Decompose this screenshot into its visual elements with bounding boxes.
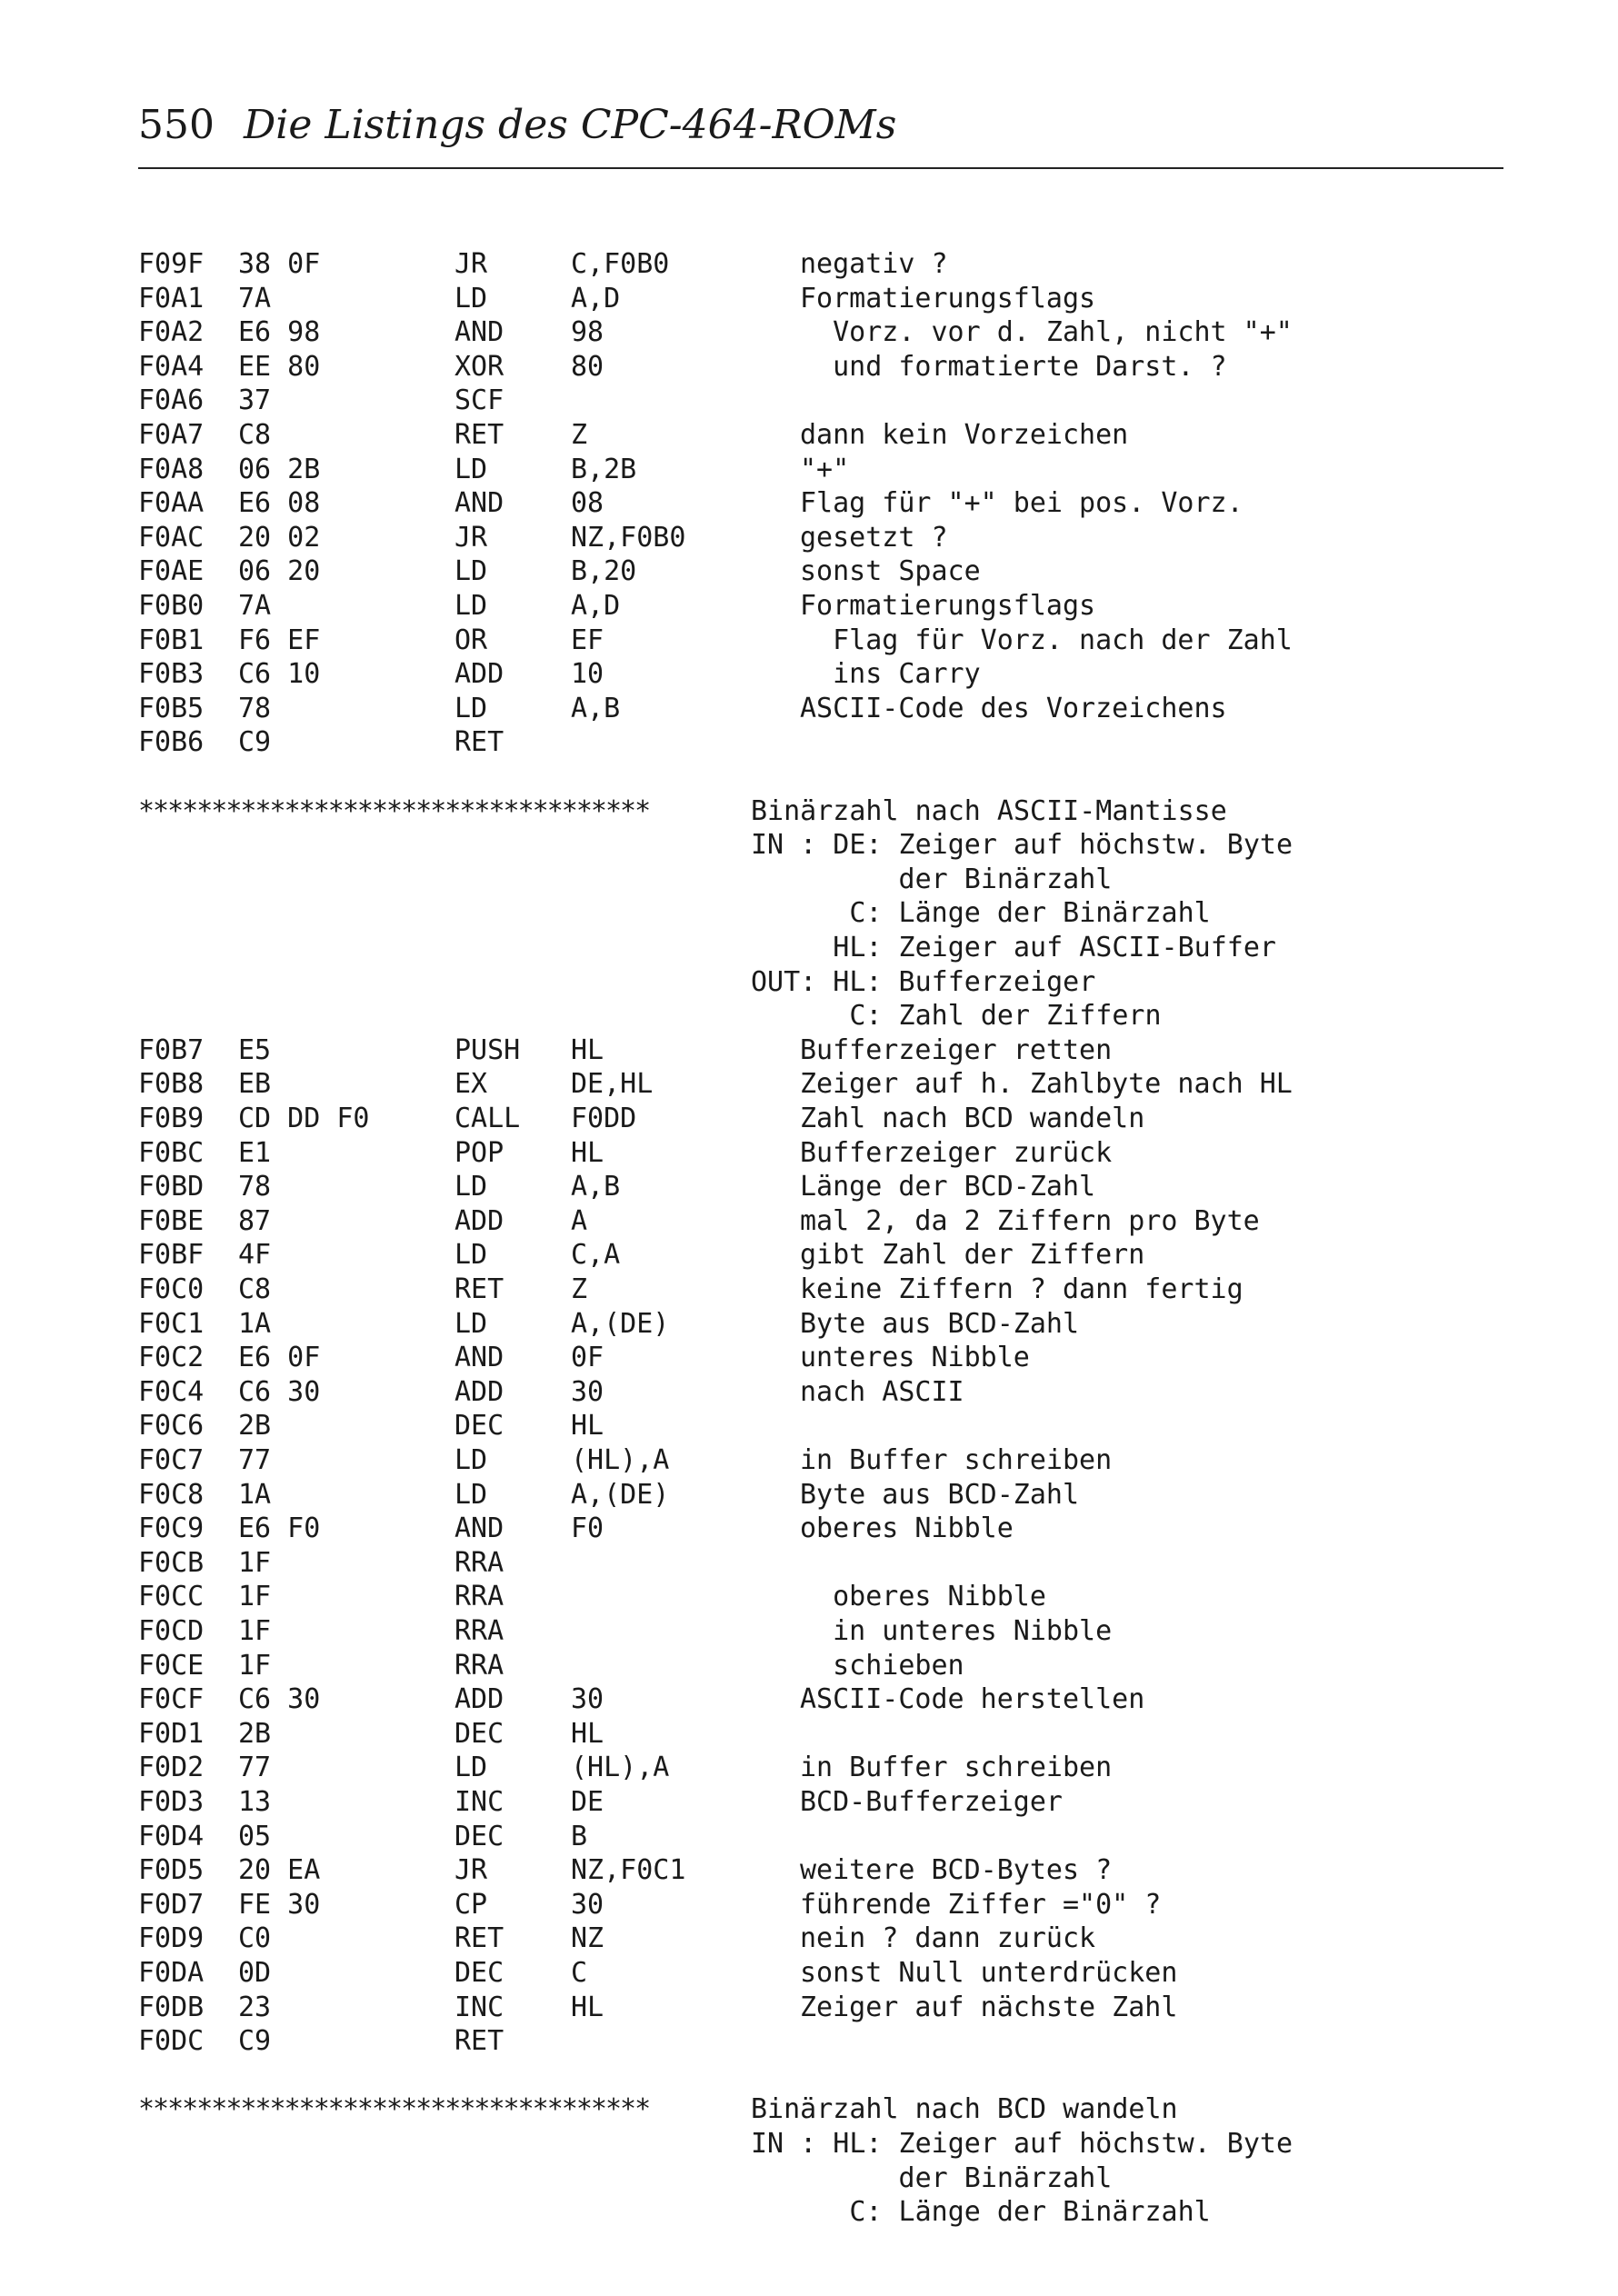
code-address: F0D2 <box>138 1752 205 1784</box>
code-bytes: 1A <box>238 1478 272 1511</box>
code-operand: B,20 <box>571 555 637 588</box>
code-comment: dann kein Vorzeichen <box>800 419 1129 451</box>
code-comment: führende Ziffer ="0" ? <box>800 1888 1162 1921</box>
code-operand: A,D <box>571 590 621 622</box>
code-address: F0CC <box>138 1581 205 1613</box>
code-bytes: CD DD F0 <box>238 1103 370 1134</box>
code-operand: A,(DE) <box>571 1478 670 1511</box>
code-bytes: 20 EA <box>238 1854 321 1887</box>
code-comment: ASCII-Code des Vorzeichens <box>800 692 1227 724</box>
code-operand: Z <box>571 419 588 451</box>
code-mnemonic: ADD <box>454 1683 504 1716</box>
section-description: Binärzahl nach BCD wandeln <box>751 2093 1178 2126</box>
section-description: der Binärzahl <box>751 2161 1113 2194</box>
code-bytes: 06 20 <box>238 555 321 588</box>
code-bytes: C8 <box>238 1273 272 1305</box>
code-mnemonic: PUSH <box>454 1033 521 1066</box>
code-address: F0C4 <box>138 1375 205 1408</box>
code-bytes: C8 <box>238 419 272 451</box>
code-comment: Formatierungsflags <box>800 282 1096 314</box>
code-mnemonic: DEC <box>454 1820 504 1852</box>
code-mnemonic: JR <box>454 248 488 280</box>
code-bytes: 4F <box>238 1239 272 1272</box>
section-description: IN : HL: Zeiger auf höchstw. Byte <box>751 2128 1293 2160</box>
code-mnemonic: LD <box>454 555 488 588</box>
code-comment: Flag für Vorz. nach der Zahl <box>800 624 1293 656</box>
code-mnemonic: AND <box>454 1512 504 1545</box>
code-comment: mal 2, da 2 Ziffern pro Byte <box>800 1204 1260 1237</box>
code-bytes: C6 10 <box>238 658 321 691</box>
code-comment: oberes Nibble <box>800 1512 1014 1545</box>
code-bytes: 1F <box>238 1546 272 1579</box>
code-mnemonic: CP <box>454 1888 488 1921</box>
code-address: F0B9 <box>138 1103 205 1134</box>
code-mnemonic: LD <box>454 1307 488 1340</box>
code-mnemonic: LD <box>454 590 488 622</box>
code-comment: in unteres Nibble <box>800 1615 1113 1647</box>
page-title: Die Listings des CPC-464-ROMs <box>243 102 897 148</box>
code-comment: Länge der BCD-Zahl <box>800 1171 1096 1203</box>
code-mnemonic: RRA <box>454 1581 504 1613</box>
separator-stars: *********************************** <box>138 794 650 827</box>
code-bytes: 87 <box>238 1204 272 1237</box>
code-operand: C <box>571 1957 588 1989</box>
code-comment: in Buffer schreiben <box>800 1444 1113 1476</box>
code-comment: nein ? dann zurück <box>800 1922 1096 1955</box>
code-comment: Formatierungsflags <box>800 590 1096 622</box>
code-mnemonic: ADD <box>454 1375 504 1408</box>
code-mnemonic: RET <box>454 1273 504 1305</box>
code-mnemonic: JR <box>454 521 488 554</box>
code-address: F09F <box>138 248 205 280</box>
code-comment: Bufferzeiger retten <box>800 1033 1113 1066</box>
code-mnemonic: SCF <box>454 384 504 417</box>
code-bytes: 1A <box>238 1307 272 1340</box>
code-operand: EF <box>571 624 604 656</box>
section-description: C: Länge der Binärzahl <box>751 897 1211 930</box>
code-address: F0B3 <box>138 658 205 691</box>
code-address: F0B5 <box>138 692 205 724</box>
code-mnemonic: XOR <box>454 350 504 383</box>
code-address: F0A1 <box>138 282 205 314</box>
code-operand: 0F <box>571 1342 604 1374</box>
code-address: F0B1 <box>138 624 205 656</box>
code-address: F0C9 <box>138 1512 205 1545</box>
code-address: F0AC <box>138 521 205 554</box>
code-address: F0D3 <box>138 1786 205 1818</box>
code-address: F0AE <box>138 555 205 588</box>
code-bytes: 2B <box>238 1717 272 1750</box>
code-bytes: 06 2B <box>238 453 321 485</box>
code-comment: oberes Nibble <box>800 1581 1046 1613</box>
code-bytes: 23 <box>238 1991 272 2023</box>
code-mnemonic: JR <box>454 1854 488 1887</box>
code-mnemonic: INC <box>454 1991 504 2023</box>
code-address: F0A6 <box>138 384 205 417</box>
code-bytes: 38 0F <box>238 248 321 280</box>
section-description: OUT: HL: Bufferzeiger <box>751 965 1096 998</box>
code-comment: unteres Nibble <box>800 1342 1030 1374</box>
code-bytes: 78 <box>238 692 272 724</box>
code-comment: sonst Null unterdrücken <box>800 1957 1178 1989</box>
code-operand: 80 <box>571 350 604 383</box>
code-comment: Byte aus BCD-Zahl <box>800 1307 1080 1340</box>
code-bytes: 78 <box>238 1171 272 1203</box>
code-operand: 30 <box>571 1375 604 1408</box>
code-address: F0B6 <box>138 726 205 759</box>
code-bytes: E5 <box>238 1033 272 1066</box>
code-comment: und formatierte Darst. ? <box>800 350 1227 383</box>
code-bytes: 0D <box>238 1957 272 1989</box>
code-address: F0C8 <box>138 1478 205 1511</box>
code-address: F0A4 <box>138 350 205 383</box>
code-mnemonic: LD <box>454 1478 488 1511</box>
page-number: 550 <box>138 102 215 148</box>
code-operand: 08 <box>571 487 604 520</box>
code-bytes: 37 <box>238 384 272 417</box>
code-address: F0D9 <box>138 1922 205 1955</box>
code-address: F0CF <box>138 1683 205 1716</box>
code-address: F0CE <box>138 1649 205 1682</box>
code-address: F0D1 <box>138 1717 205 1750</box>
code-address: F0BE <box>138 1204 205 1237</box>
code-address: F0A2 <box>138 316 205 349</box>
code-address: F0B0 <box>138 590 205 622</box>
code-comment: Flag für "+" bei pos. Vorz. <box>800 487 1243 520</box>
code-bytes: E6 0F <box>238 1342 321 1374</box>
code-bytes: 05 <box>238 1820 272 1852</box>
code-address: F0B8 <box>138 1068 205 1101</box>
code-mnemonic: INC <box>454 1786 504 1818</box>
code-bytes: FE 30 <box>238 1888 321 1921</box>
code-comment: ASCII-Code herstellen <box>800 1683 1145 1716</box>
code-address: F0DB <box>138 1991 205 2023</box>
code-mnemonic: DEC <box>454 1410 504 1442</box>
code-mnemonic: RET <box>454 1922 504 1955</box>
code-bytes: 77 <box>238 1752 272 1784</box>
code-mnemonic: LD <box>454 1171 488 1203</box>
code-bytes: 20 02 <box>238 521 321 554</box>
code-address: F0DA <box>138 1957 205 1989</box>
code-address: F0C1 <box>138 1307 205 1340</box>
code-address: F0BC <box>138 1136 205 1169</box>
code-operand: C,A <box>571 1239 621 1272</box>
code-operand: A,B <box>571 692 621 724</box>
code-bytes: 7A <box>238 282 272 314</box>
code-bytes: C6 30 <box>238 1683 321 1716</box>
code-mnemonic: DEC <box>454 1717 504 1750</box>
code-comment: Vorz. vor d. Zahl, nicht "+" <box>800 316 1293 349</box>
code-comment: in Buffer schreiben <box>800 1752 1113 1784</box>
code-bytes: 77 <box>238 1444 272 1476</box>
code-operand: A <box>571 1204 588 1237</box>
code-bytes: C9 <box>238 726 272 759</box>
section-description: der Binärzahl <box>751 863 1113 895</box>
code-operand: A,D <box>571 282 621 314</box>
code-comment: keine Ziffern ? dann fertig <box>800 1273 1243 1305</box>
code-operand: F0 <box>571 1512 604 1545</box>
code-address: F0DC <box>138 2025 205 2058</box>
code-address: F0BF <box>138 1239 205 1272</box>
code-bytes: EB <box>238 1068 272 1101</box>
code-mnemonic: RET <box>454 419 504 451</box>
code-mnemonic: OR <box>454 624 488 656</box>
code-operand: Z <box>571 1273 588 1305</box>
code-mnemonic: AND <box>454 1342 504 1374</box>
code-operand: DE <box>571 1786 604 1818</box>
code-operand: HL <box>571 1717 604 1750</box>
code-operand: C,F0B0 <box>571 248 670 280</box>
section-description: Binärzahl nach ASCII-Mantisse <box>751 794 1227 827</box>
code-mnemonic: LD <box>454 453 488 485</box>
code-address: F0C0 <box>138 1273 205 1305</box>
code-operand: 30 <box>571 1683 604 1716</box>
code-operand: A,B <box>571 1171 621 1203</box>
code-address: F0D7 <box>138 1888 205 1921</box>
code-operand: 10 <box>571 658 604 691</box>
section-description: C: Zahl der Ziffern <box>751 1000 1162 1033</box>
code-bytes: 1F <box>238 1615 272 1647</box>
code-mnemonic: EX <box>454 1068 488 1101</box>
code-mnemonic: RRA <box>454 1649 504 1682</box>
code-address: F0D4 <box>138 1820 205 1852</box>
code-comment: Zeiger auf nächste Zahl <box>800 1991 1178 2023</box>
code-operand: NZ <box>571 1922 604 1955</box>
code-bytes: E6 08 <box>238 487 321 520</box>
code-mnemonic: LD <box>454 692 488 724</box>
code-address: F0D5 <box>138 1854 205 1887</box>
section-description: IN : DE: Zeiger auf höchstw. Byte <box>751 829 1293 862</box>
code-address: F0C6 <box>138 1410 205 1442</box>
code-address: F0A8 <box>138 453 205 485</box>
code-address: F0B7 <box>138 1033 205 1066</box>
code-address: F0A7 <box>138 419 205 451</box>
code-comment: ins Carry <box>800 658 981 691</box>
code-mnemonic: RRA <box>454 1615 504 1647</box>
code-bytes: 1F <box>238 1649 272 1682</box>
code-operand: (HL),A <box>571 1444 670 1476</box>
code-address: F0C2 <box>138 1342 205 1374</box>
code-mnemonic: ADD <box>454 1204 504 1237</box>
code-operand: HL <box>571 1136 604 1169</box>
code-address: F0CD <box>138 1615 205 1647</box>
code-mnemonic: AND <box>454 487 504 520</box>
code-bytes: 1F <box>238 1581 272 1613</box>
code-address: F0AA <box>138 487 205 520</box>
code-mnemonic: POP <box>454 1136 504 1169</box>
section-description: C: Länge der Binärzahl <box>751 2196 1211 2229</box>
code-comment: nach ASCII <box>800 1375 964 1408</box>
code-mnemonic: LD <box>454 1239 488 1272</box>
code-bytes: E6 98 <box>238 316 321 349</box>
code-bytes: C6 30 <box>238 1375 321 1408</box>
code-address: F0C7 <box>138 1444 205 1476</box>
code-comment: Zahl nach BCD wandeln <box>800 1103 1145 1134</box>
code-operand: NZ,F0C1 <box>571 1854 686 1887</box>
separator-stars: *********************************** <box>138 2093 650 2126</box>
code-comment: "+" <box>800 453 850 485</box>
code-operand: DE,HL <box>571 1068 654 1101</box>
code-mnemonic: RET <box>454 726 504 759</box>
code-bytes: C0 <box>238 1922 272 1955</box>
code-operand: 98 <box>571 316 604 349</box>
code-operand: B,2B <box>571 453 637 485</box>
code-comment: negativ ? <box>800 248 948 280</box>
code-mnemonic: CALL <box>454 1103 521 1134</box>
code-mnemonic: RRA <box>454 1546 504 1579</box>
code-comment: schieben <box>800 1649 964 1682</box>
code-bytes: 7A <box>238 590 272 622</box>
code-mnemonic: LD <box>454 1752 488 1784</box>
code-mnemonic: DEC <box>454 1957 504 1989</box>
code-bytes: E6 F0 <box>238 1512 321 1545</box>
code-operand: HL <box>571 1033 604 1066</box>
code-operand: HL <box>571 1410 604 1442</box>
code-operand: A,(DE) <box>571 1307 670 1340</box>
code-operand: NZ,F0B0 <box>571 521 686 554</box>
code-mnemonic: LD <box>454 282 488 314</box>
code-address: F0BD <box>138 1171 205 1203</box>
code-bytes: E1 <box>238 1136 272 1169</box>
code-operand: F0DD <box>571 1103 637 1134</box>
code-operand: 30 <box>571 1888 604 1921</box>
code-bytes: F6 EF <box>238 624 321 656</box>
code-operand: HL <box>571 1991 604 2023</box>
code-comment: gibt Zahl der Ziffern <box>800 1239 1145 1272</box>
code-comment: Bufferzeiger zurück <box>800 1136 1113 1169</box>
code-mnemonic: RET <box>454 2025 504 2058</box>
code-bytes: C9 <box>238 2025 272 2058</box>
code-bytes: EE 80 <box>238 350 321 383</box>
code-address: F0CB <box>138 1546 205 1579</box>
code-comment: Zeiger auf h. Zahlbyte nach HL <box>800 1068 1293 1101</box>
code-bytes: 13 <box>238 1786 272 1818</box>
code-mnemonic: LD <box>454 1444 488 1476</box>
code-comment: BCD-Bufferzeiger <box>800 1786 1063 1818</box>
code-comment: weitere BCD-Bytes ? <box>800 1854 1113 1887</box>
code-operand: (HL),A <box>571 1752 670 1784</box>
code-comment: gesetzt ? <box>800 521 948 554</box>
code-mnemonic: ADD <box>454 658 504 691</box>
code-comment: sonst Space <box>800 555 981 588</box>
code-mnemonic: AND <box>454 316 504 349</box>
section-description: HL: Zeiger auf ASCII-Buffer <box>751 932 1276 963</box>
code-comment: Byte aus BCD-Zahl <box>800 1478 1080 1511</box>
code-operand: B <box>571 1820 588 1852</box>
code-bytes: 2B <box>238 1410 272 1442</box>
